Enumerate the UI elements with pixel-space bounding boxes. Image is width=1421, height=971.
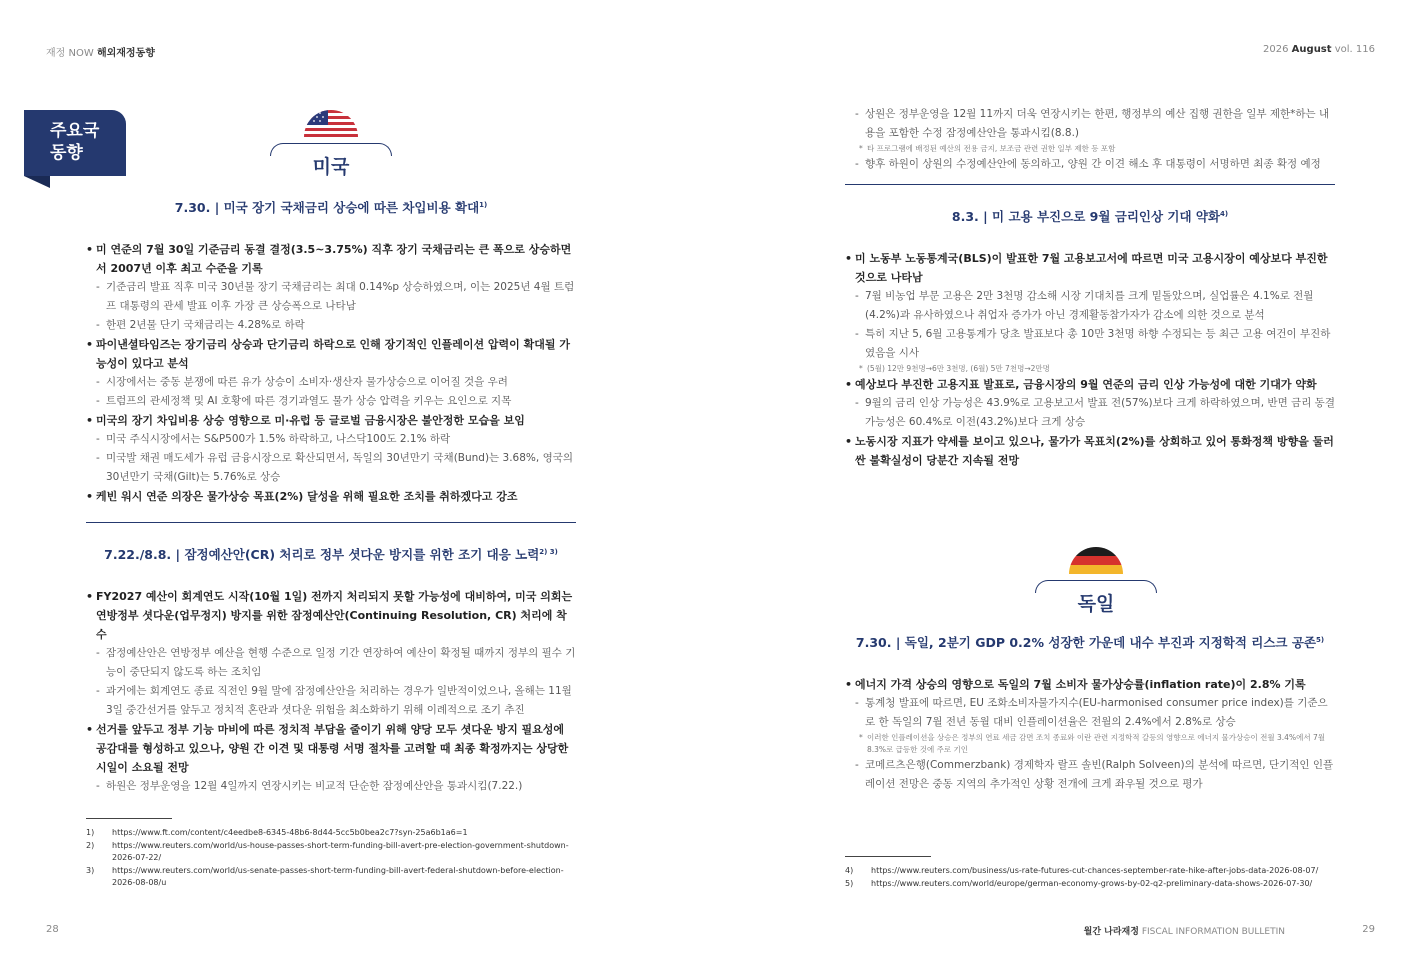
footnote-list xyxy=(845,865,1335,890)
right-footnotes xyxy=(845,856,1335,890)
section-body-2 xyxy=(86,587,576,796)
footnote-rule xyxy=(86,818,172,819)
note-item: * 타 프로그램에 배정된 예산의 전용 금지, 보조금 관련 권한 일부 제한 등 포함 xyxy=(845,143,1335,155)
country-name-de: 독일 xyxy=(1077,593,1115,615)
bullet-item: • FY2027 예산이 회계연도 시작(10월 1일) 전까지 처리되지 못할 가능성에 대비하여, 미국 의회는 연방정부 셧다운(업무정지) 방지를 위한 잠정예산안(Continuing Resolution, CR) 처리에 착수 xyxy=(86,587,576,644)
footer-publication: 월간 나라재정 FISCAL INFORMATION BULLETIN xyxy=(1083,927,1285,937)
section-title-2: 7.22./8.8. | 잠정예산안(CR) 처리로 정부 셧다운 방지를 위한 조기 대응 노력$^{2) 3)}$ xyxy=(104,547,558,562)
footnote-url[interactable]: https://www.ft.com/content/c4eedbe8-6345-48b6-8d44-5cc5b0bea2c7?syn-25a6b1a6=1 xyxy=(112,828,468,837)
sub-item: - 과거에는 회계연도 종료 직전인 9월 말에 잠정예산안을 처리하는 경우가 일반적이었으나, 올해는 11월 3일 중간선거를 앞두고 정치적 혼란과 셧다운 위험을 최소화하기 위해 이례적으로 조기 추진 xyxy=(86,682,576,720)
footnote-number: 3) xyxy=(86,865,95,875)
section-body-1 xyxy=(86,240,576,506)
sub-item: - 통계청 발표에 따르면, EU 조화소비자물가지수(EU-harmonised consumer price index)를 기준으로 한 독일의 7월 전년 동월 대비 인플레이션율은 전월의 2.4%에서 2.8%로 상승 xyxy=(845,694,1335,732)
germany-flag-icon xyxy=(1069,547,1123,574)
sub-item: - 미국 주식시장에서는 S&P500가 1.5% 하락하고, 나스닥100도 2.1% 하락 xyxy=(86,430,576,449)
sub-item: - 미국발 채권 매도세가 유럽 금융시장으로 확산되면서, 독일의 30년만기 국채(Bund)는 3.68%, 영국의 30년만기 국채(Gilt)는 5.76%로 상승 xyxy=(86,449,576,487)
section-body-3 xyxy=(845,249,1335,470)
bullet-item: • 선거를 앞두고 정부 기능 마비에 따른 정치적 부담을 줄이기 위해 양당 모두 셧다운 방지 필요성에 공감대를 형성하고 있으나, 양원 간 이견 및 대통령 서명 절차를 고려할 때 최종 확정까지는 상당한 시일이 소요될 전망 xyxy=(86,720,576,777)
bullet-item: • 파이낸셜타임즈는 장기금리 상승과 단기금리 하락으로 인해 장기적인 인플레이션 압력이 확대될 가능성이 있다고 분석 xyxy=(86,335,576,373)
sub-item: - 상원은 정부운영을 12월 11까지 더욱 연장시키는 한편, 행정부의 예산 집행 권한을 일부 제한*하는 내용을 포함한 수정 잠정예산안을 통과시킴(8.8.) xyxy=(845,105,1335,143)
sub-item: - 특히 지난 5, 6월 고용통계가 당초 발표보다 총 10만 3천명 하향 수정되는 등 최근 고용 여건이 부진하였음을 시사 xyxy=(845,325,1335,363)
footnote-url[interactable]: https://www.reuters.com/world/europe/german-economy-grows-by-02-q2-preliminary-data-shows-2026-07-30/ xyxy=(871,878,1313,888)
note-item: * 이러한 인플레이션을 상승은 정부의 연료 세금 감면 조치 종료와 이란 관련 지정학적 갈등의 영향으로 에너지 물가상승이 전월 3.4%에서 7월 8.3%로 급등한 것에 주로 기인 xyxy=(845,732,1335,756)
footnote xyxy=(86,865,576,890)
sub-item: - 향후 하원이 상원의 수정예산안에 동의하고, 양원 간 이견 해소 후 대통령이 서명하면 최종 확정 예정 xyxy=(845,155,1335,174)
sub-item: - 기준금리 발표 직후 미국 30년물 장기 국채금리는 최대 0.14%p 상승하였으며, 이는 2025년 4월 트럼프 대통령의 관세 발표 이후 가장 큰 상승폭으로 나타남 xyxy=(86,278,576,316)
sub-item: - 트럼프의 관세정책 및 AI 호황에 따른 경기과열도 물가 상승 압력을 키우는 요인으로 지목 xyxy=(86,392,576,411)
note-item: * (5월) 12만 9천명→6만 3천명, (6월) 5만 7천명→2만명 xyxy=(845,363,1335,375)
sub-item: - 시장에서는 중동 분쟁에 따른 유가 상승이 소비자·생산자 물가상승으로 이어질 것을 우려 xyxy=(86,373,576,392)
page-number-left: 28 xyxy=(46,924,59,935)
footnote-number: 2) xyxy=(86,840,95,850)
country-name-us: 미국 xyxy=(312,156,350,178)
bullet-item: • 예상보다 부진한 고용지표 발표로, 금융시장의 9월 연준의 금리 인상 가능성에 대한 기대가 약화 xyxy=(845,375,1335,394)
bullet-item: • 미 노동부 노동통계국(BLS)이 발표한 7월 고용보고서에 따르면 미국 고용시장이 예상보다 부진한 것으로 나타남 xyxy=(845,249,1335,287)
right-column-lower xyxy=(845,633,1335,794)
sub-item: - 코메르츠은행(Commerzbank) 경제학자 랄프 솔빈(Ralph Solveen)의 분석에 따르면, 단기적인 인플레이션 전망은 중동 지역의 추가적인 상황 전개에 크게 좌우될 것으로 평가 xyxy=(845,756,1335,794)
section-tab: 주요국 동향 xyxy=(24,110,126,176)
footnote xyxy=(86,840,576,865)
bullet-item: • 에너지 가격 상승의 영향으로 독일의 7월 소비자 물가상승률(inflation rate)이 2.8% 기록 xyxy=(845,675,1335,694)
footnote-number: 5) xyxy=(845,878,854,888)
footnote-list xyxy=(86,827,576,890)
bullet-item: • 미 연준의 7월 30일 기준금리 동결 결정(3.5~3.75%) 직후 장기 국채금리는 큰 폭으로 상승하면서 2007년 이후 최고 수준을 기록 xyxy=(86,240,576,278)
running-header-left: 재정 NOW 해외재정동향 xyxy=(46,48,155,59)
footnote-url[interactable]: https://www.reuters.com/world/us-senate-passes-short-term-funding-bill-avert-federal-shutdown-before-election-2026-08-08/u xyxy=(112,865,564,887)
tab-fold xyxy=(24,176,50,188)
footnote xyxy=(845,878,1335,891)
footnote-number: 1) xyxy=(86,828,95,837)
footnote-url[interactable]: https://www.reuters.com/world/us-house-passes-short-term-funding-bill-avert-pre-election-government-shutdown-2026-07-22/ xyxy=(112,840,569,862)
us-flag-icon xyxy=(304,110,358,137)
section-title-3: 8.3. | 미 고용 부진으로 9월 금리인상 기대 약화$^{4)}$ xyxy=(951,209,1229,224)
continued-items xyxy=(845,105,1335,174)
bullet-item: • 케빈 워시 연준 의장은 물가상승 목표(2%) 달성을 위해 필요한 조치를 취하겠다고 강조 xyxy=(86,487,576,506)
left-footnotes xyxy=(86,818,576,890)
sub-item: - 하원은 정부운영을 12월 4일까지 연장시키는 비교적 단순한 잠정예산안을 통과시킴(7.22.) xyxy=(86,777,576,796)
footnote-rule xyxy=(845,856,931,857)
country-heading-us xyxy=(270,108,392,178)
footnote-number: 4) xyxy=(845,866,854,875)
country-heading-de xyxy=(1035,545,1157,615)
bullet-item: • 미국의 장기 차입비용 상승 영향으로 미·유럽 등 글로벌 금융시장은 불안정한 모습을 보임 xyxy=(86,411,576,430)
sub-item: - 7월 비농업 부문 고용은 2만 3천명 감소해 시장 기대치를 크게 밑돌았으며, 실업률은 4.1%로 전월(4.2%)과 유사하였으나 취업자 증가가 아닌 경제활동참가자가 감소에 의한 것으로 분석 xyxy=(845,287,1335,325)
running-header-right: 2026 August vol. 116 xyxy=(1263,44,1375,55)
section-title-4: 7.30. | 독일, 2분기 GDP 0.2% 성장한 가운데 내수 부진과 지정학적 리스크 공존$^{5)}$ xyxy=(855,635,1325,650)
footnote xyxy=(86,827,576,840)
sub-item: - 잠정예산안은 연방정부 예산을 현행 수준으로 일정 기간 연장하여 예산이 확정될 때까지 정부의 필수 기능이 중단되지 않도록 하는 조치임 xyxy=(86,644,576,682)
footnote xyxy=(845,865,1335,878)
footnote-url[interactable]: https://www.reuters.com/business/us-rate-futures-cut-chances-september-rate-hike-after-jobs-data-2026-08-07/ xyxy=(871,866,1319,875)
section-title-1: 7.30. | 미국 장기 국채금리 상승에 따른 차입비용 확대$^{1)}$ xyxy=(174,200,488,215)
right-column xyxy=(845,105,1335,470)
section-body-4 xyxy=(845,675,1335,794)
left-column xyxy=(86,198,576,796)
sub-item: - 9월의 금리 인상 가능성은 43.9%로 고용보고서 발표 전(57%)보다 크게 하락하였으며, 반면 금리 동결 가능성은 60.4%로 이전(43.2%)보다 크게 상승 xyxy=(845,394,1335,432)
page-number-right: 29 xyxy=(1362,924,1375,935)
sub-item: - 한편 2년물 단기 국채금리는 4.28%로 하락 xyxy=(86,316,576,335)
bullet-item: • 노동시장 지표가 약세를 보이고 있으나, 물가가 목표치(2%)를 상회하고 있어 통화정책 방향을 둘러싼 불확실성이 당분간 지속될 전망 xyxy=(845,432,1335,470)
